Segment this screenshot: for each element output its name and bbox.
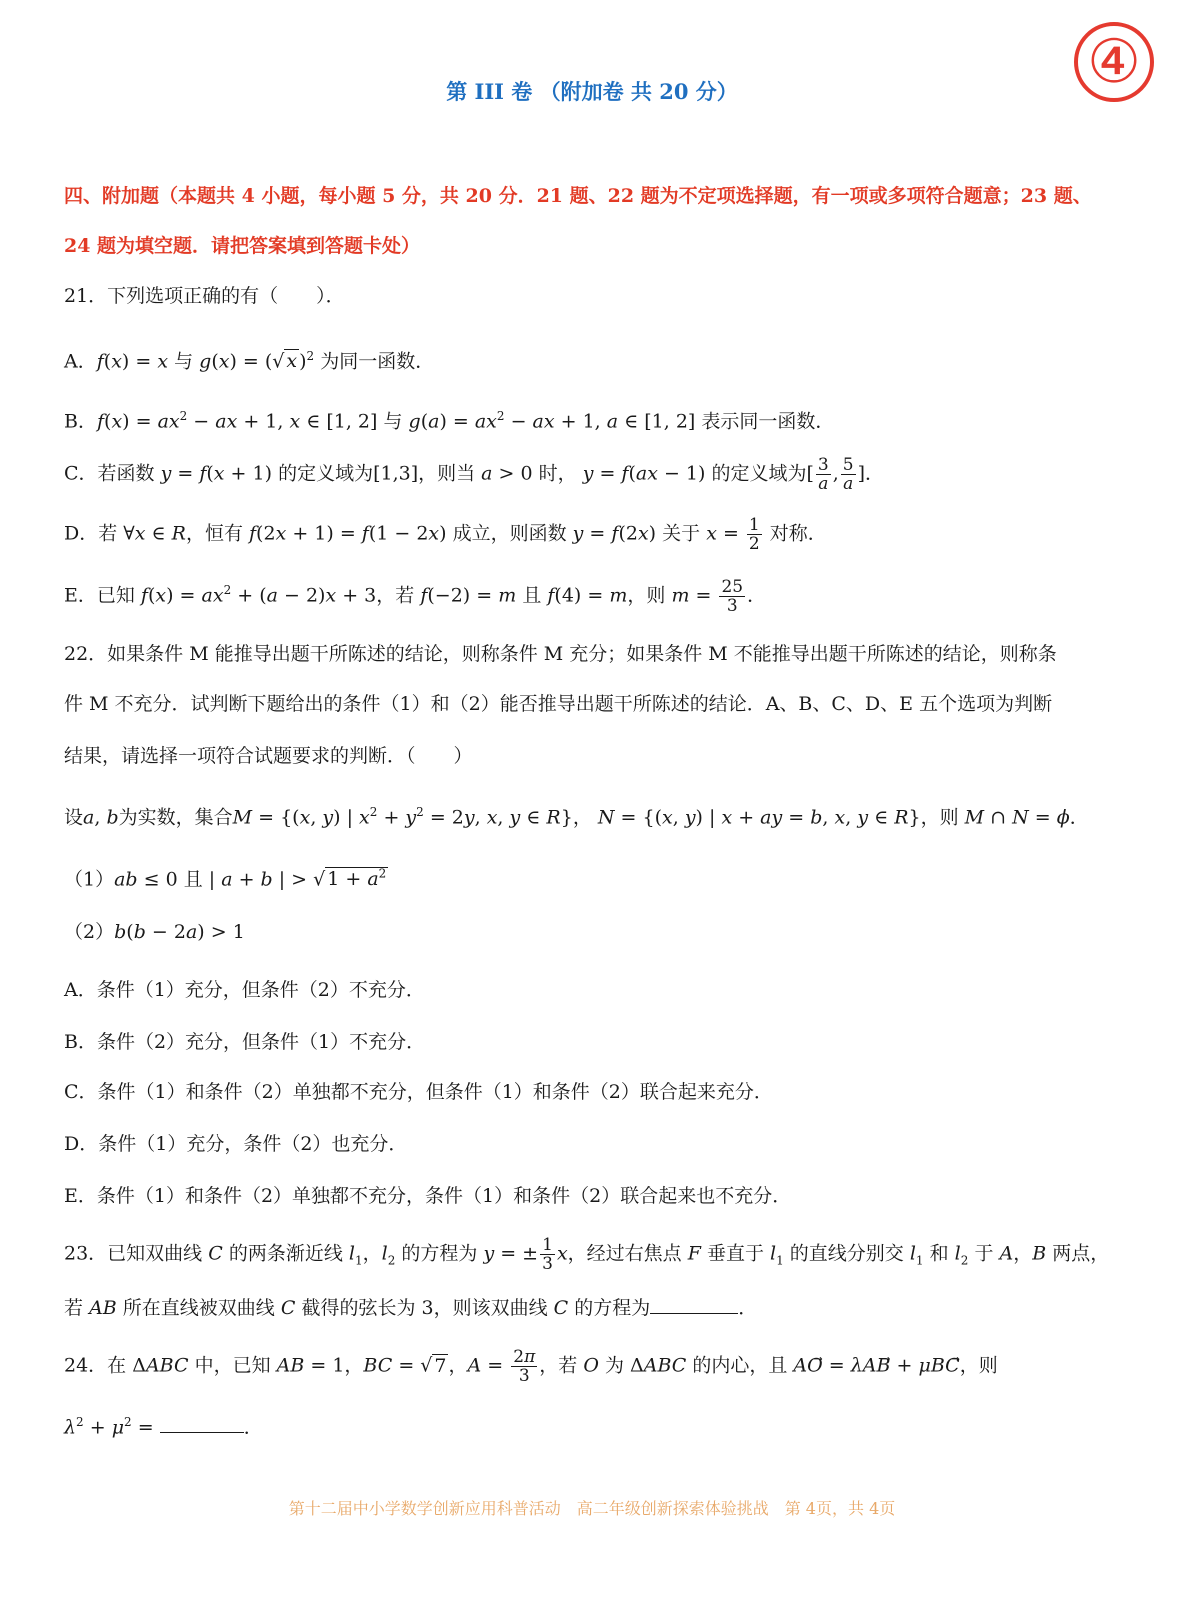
q24-stem-line2: $\lambda^2 + \mu^2$ = ． xyxy=(64,1415,263,1439)
q22-stem-line1: 22．如果条件 M 能推导出题干所陈述的结论，则称条件 M 充分；如果条件 M 不能推导出题干所陈述的结论，则称条 xyxy=(64,643,1057,665)
section-instructions-line1: 四、附加题（本题共 4 小题，每小题 5 分，共 20 分．21 题、22 题为不定项选择题，有一项或多项符合题意；23 题、 xyxy=(64,185,1092,207)
q24-answer-blank xyxy=(160,1414,244,1433)
page-title: 第 III 卷 （附加卷 共 20 分） xyxy=(446,79,738,104)
q21-option-a: A．f(x) = x 与 g(x) = (√ x )$^2$ 为同一函数． xyxy=(64,349,435,373)
q22-option-e: E．条件（1）和条件（2）单独都不充分，条件（1）和条件（2）联合起来也不充分． xyxy=(64,1185,792,1207)
q21-stem: 21．下列选项正确的有（ ）． xyxy=(64,285,345,307)
section-instructions-line2: 24 题为填空题．请把答案填到答题卡处） xyxy=(64,235,421,257)
q22-stem-line3: 结果，请选择一项符合试题要求的判断．（ ） xyxy=(64,745,473,767)
q22-stem-line2: 件 M 不充分．试判断下题给出的条件（1）和（2）能否推导出题干所陈述的结论．A、B、C、D、E 五个选项为判断 xyxy=(64,693,1053,715)
q21-option-c: C．若函数 y = f(x + 1) 的定义域为[1,3]，则当 a > 0 时， y = f(ax − 1) 的定义域为[ $\frac{3}{a}$ , $\frac{5}{a}$ ]． xyxy=(64,455,885,494)
q21-option-e: E．已知 $f(x) = ax^2 + (a - 2)x + 3$，若 f(−2) = m 且 f(4) = m，则 m = $\frac{25}{3}$ ． xyxy=(64,576,767,616)
q22-option-b: B．条件（2）充分，但条件（1）不充分． xyxy=(64,1031,426,1053)
q22-condition-2: （2）b(b − 2a) > 1 xyxy=(64,921,245,943)
q23-stem-line1: 23．已知双曲线 C 的两条渐近线 $l_1$，$l_2$ 的方程为 y = ± $\frac{1}{3}$ x，经过右焦点 F 垂直于 $l_1$ 的直线分别交 $l_1$ 和 $l_2$ 于 A，B 两点， xyxy=(64,1235,1110,1274)
q22-option-c: C．条件（1）和条件（2）单独都不充分，但条件（1）和条件（2）联合起来充分． xyxy=(64,1081,773,1103)
q21-option-b: B．$f(x) = ax^2$ − ax + 1, x ∈ [1, 2] 与 $g(a) = ax^2$ − ax + 1, a ∈ [1, 2] 表示同一函数． xyxy=(64,409,835,433)
q23-answer-blank xyxy=(650,1295,738,1314)
q21-option-d: D．若 ∀x ∈ R，恒有 f(2x + 1) = f(1 − 2x) 成立，则函数 y = f(2x) 关于 x = $\frac{1}{2}$ 对称． xyxy=(64,515,827,554)
q23-stem-line2: 若 AB 所在直线被双曲线 C 截得的弦长为 3，则该双曲线 C 的方程为 ． xyxy=(64,1297,758,1319)
page-footer: 第十二届中小学数学创新应用科普活动 高二年级创新探索体验挑战 第 4页，共 4页 xyxy=(288,1499,896,1518)
q22-option-d: D．条件（1）充分，条件（2）也充分． xyxy=(64,1133,408,1155)
q22-condition-1: （1）ab ≤ 0 且 | a + b | > √ $1 + a^2$ xyxy=(64,867,387,891)
q22-option-a: A．条件（1）充分，但条件（2）不充分． xyxy=(64,979,425,1001)
q22-set-definition: 设a, b为实数，集合M = {(x, y) | $x^2 + y^2 = 2y$, x, y ∈ R}， N = {(x, y) | x + ay = b, x, y ∈ R}，则 M ∩ N = ϕ． xyxy=(64,805,1089,829)
q24-stem-line1: 24．在 ΔABC 中，已知 AB = 1，BC = √ 7 ，A = $\frac{2\pi}{3}$ ，若 O 为 ΔABC 的内心，且 AO⃗ = λAB⃗ + μBC，则 xyxy=(64,1347,998,1386)
page-number-badge: ④ xyxy=(1074,22,1154,102)
